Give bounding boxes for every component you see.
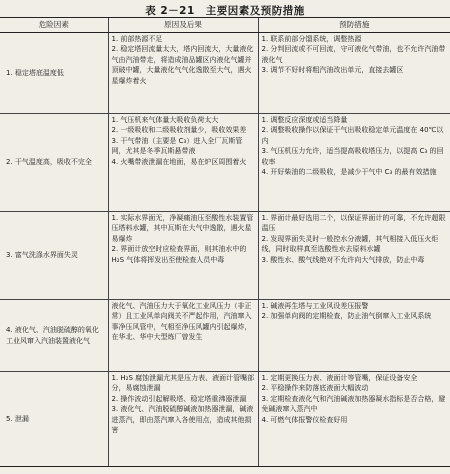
cause-item: 1. 前部热源不足 <box>111 35 163 43</box>
measure-item: 3. 调节不好时将粗汽油改出单元，直接去罐区 <box>261 66 404 75</box>
factor-cell: 1. 稳定塔底温度低 <box>0 33 108 114</box>
measures-cell <box>258 372 450 467</box>
measure-item: 4. 可燃气体报警仪检查好用 <box>261 415 348 424</box>
measures-cell <box>258 212 450 300</box>
measure-item: 2. 调整吸收操作以保证干气出吸收稳定单元温度在 40℃以内 <box>261 126 444 145</box>
cause-item: 3. 液化气、汽油脱硫醇碱液加热器泄漏，碱液进蒸汽，即由蒸汽窜入各使用点，造成其他损害 <box>111 405 254 435</box>
cause-item: 2. 操作波动引起解吸塔、稳定塔重沸器泄漏 <box>111 394 247 403</box>
cause-item: 2. 界面计放空时应检查界面，则其油水中的 H₂S 气体将挥发出至使检查人员中毒 <box>111 245 247 264</box>
table-row <box>0 212 450 300</box>
table-row <box>0 114 450 212</box>
cause-item: 2. 一级吸收和二级吸收剂量少，吸收效果差 <box>111 126 247 135</box>
measure-item: 3. 定期检查液化气和汽油碱液加热器凝水指标是否合格，避免碱液窜入蒸汽中 <box>261 394 446 414</box>
measure-item: 1. 界面计最好选用二个，以保证界面计的可靠，不允许超限温压 <box>261 214 446 233</box>
cause-item: 1. H₂S 腐蚀泄漏尤其是压力表、液面计管嘴部分，易腐蚀泄漏 <box>111 374 255 393</box>
measure-item: 2. 分判回流或不可回流，守可液化气带油，也不允许汽油带液化气 <box>261 45 446 64</box>
cause-item: 1. 实际水界面无，净凝痛油压至酸性水装置管压塔料水罐，其中瓦斯在大气中逸散，遇火星易爆炸 <box>111 214 254 243</box>
factor-cell: 4. 液化气、汽油脱硫醇的氧化工业风窜入汽油装置液化气 <box>0 300 108 372</box>
cause-item: 1. 气压机来气体量大吸收负荷太大 <box>111 116 219 124</box>
header-factor: 危险因素 <box>0 18 108 33</box>
table-row <box>0 33 450 114</box>
cause-item: 4. 火嘴带液泄漏在地面，易在炉区周围着火 <box>111 157 247 166</box>
measure-item: 2. 发现界面失灵时一般控水分液罐，其气相接入低压火炬线，同时取样真至选酸性水去原料水罐 <box>261 234 439 254</box>
cause-item: 3. 干气带油（主要是 C₃）进入全厂瓦斯管网，尤其是冬季瓦斯悬带液 <box>111 136 243 156</box>
measures-cell <box>258 300 450 372</box>
header-causes: 原因及后果 <box>108 18 258 33</box>
table-header-row <box>0 18 450 33</box>
factor-cell: 5. 泄漏 <box>0 372 108 467</box>
measure-item: 1. 调整反应深度或适当降量 <box>261 116 348 124</box>
causes-cell <box>108 114 258 212</box>
measure-item: 4. 开好柴油的二级吸收，是减少干气中 C₃ 的最有效措施 <box>261 168 437 177</box>
causes-cell <box>108 300 258 372</box>
factor-cell: 3. 富气洗涤水界面失灵 <box>0 212 108 300</box>
table-row <box>0 300 450 372</box>
measure-item: 2. 加强单向阀的定期检查，防止油气倒窜入工业风系统 <box>261 312 432 321</box>
measures-cell <box>258 33 450 114</box>
measure-item: 1. 定期更换压力表、液面计等管嘴，保证设备安全 <box>261 374 418 382</box>
measure-item: 3. 气压机压力允许，适当提高吸收塔压力，以提高 C₃ 的回收率 <box>261 147 444 166</box>
factor-cell: 2. 干气温度高，吸收不完全 <box>0 114 108 212</box>
causes-cell <box>108 33 258 114</box>
cause-item: 液化气、汽油压力大于氧化工业风压力（非正常）且工业风单向阀关不严起作用，汽油窜入事净压风管中，气相至净压风罐内引起爆炸，在华北、华中大型炼厂曾发生 <box>111 302 252 342</box>
table-row <box>0 372 450 467</box>
measures-cell <box>258 114 450 212</box>
causes-cell <box>108 212 258 300</box>
measure-item: 3. 酸性水、酸气线绝对不允许向大气排放，防止中毒 <box>261 255 425 264</box>
measure-item: 2. 平稳操作来防落底液面大幅波动 <box>261 384 369 393</box>
measure-item: 1. 碱液再生塔与工业风设差压报警 <box>261 302 369 310</box>
table-caption: 表 2－21 主要因素及预防措施 <box>145 5 305 17</box>
cause-item: 2. 稳定塔回流量太大，塔内回流大，大量液化气由汽油带走，将造成油品罐区内液化气罐并顶破中罐，大量液化气气化逸散至大气，遇火星爆炸着火 <box>111 45 254 85</box>
causes-cell <box>108 372 258 467</box>
header-measures: 预防措施 <box>258 18 450 33</box>
measure-item: 1. 联系前部分馏系统，调整热源 <box>261 35 362 43</box>
risk-measures-table <box>0 17 450 467</box>
